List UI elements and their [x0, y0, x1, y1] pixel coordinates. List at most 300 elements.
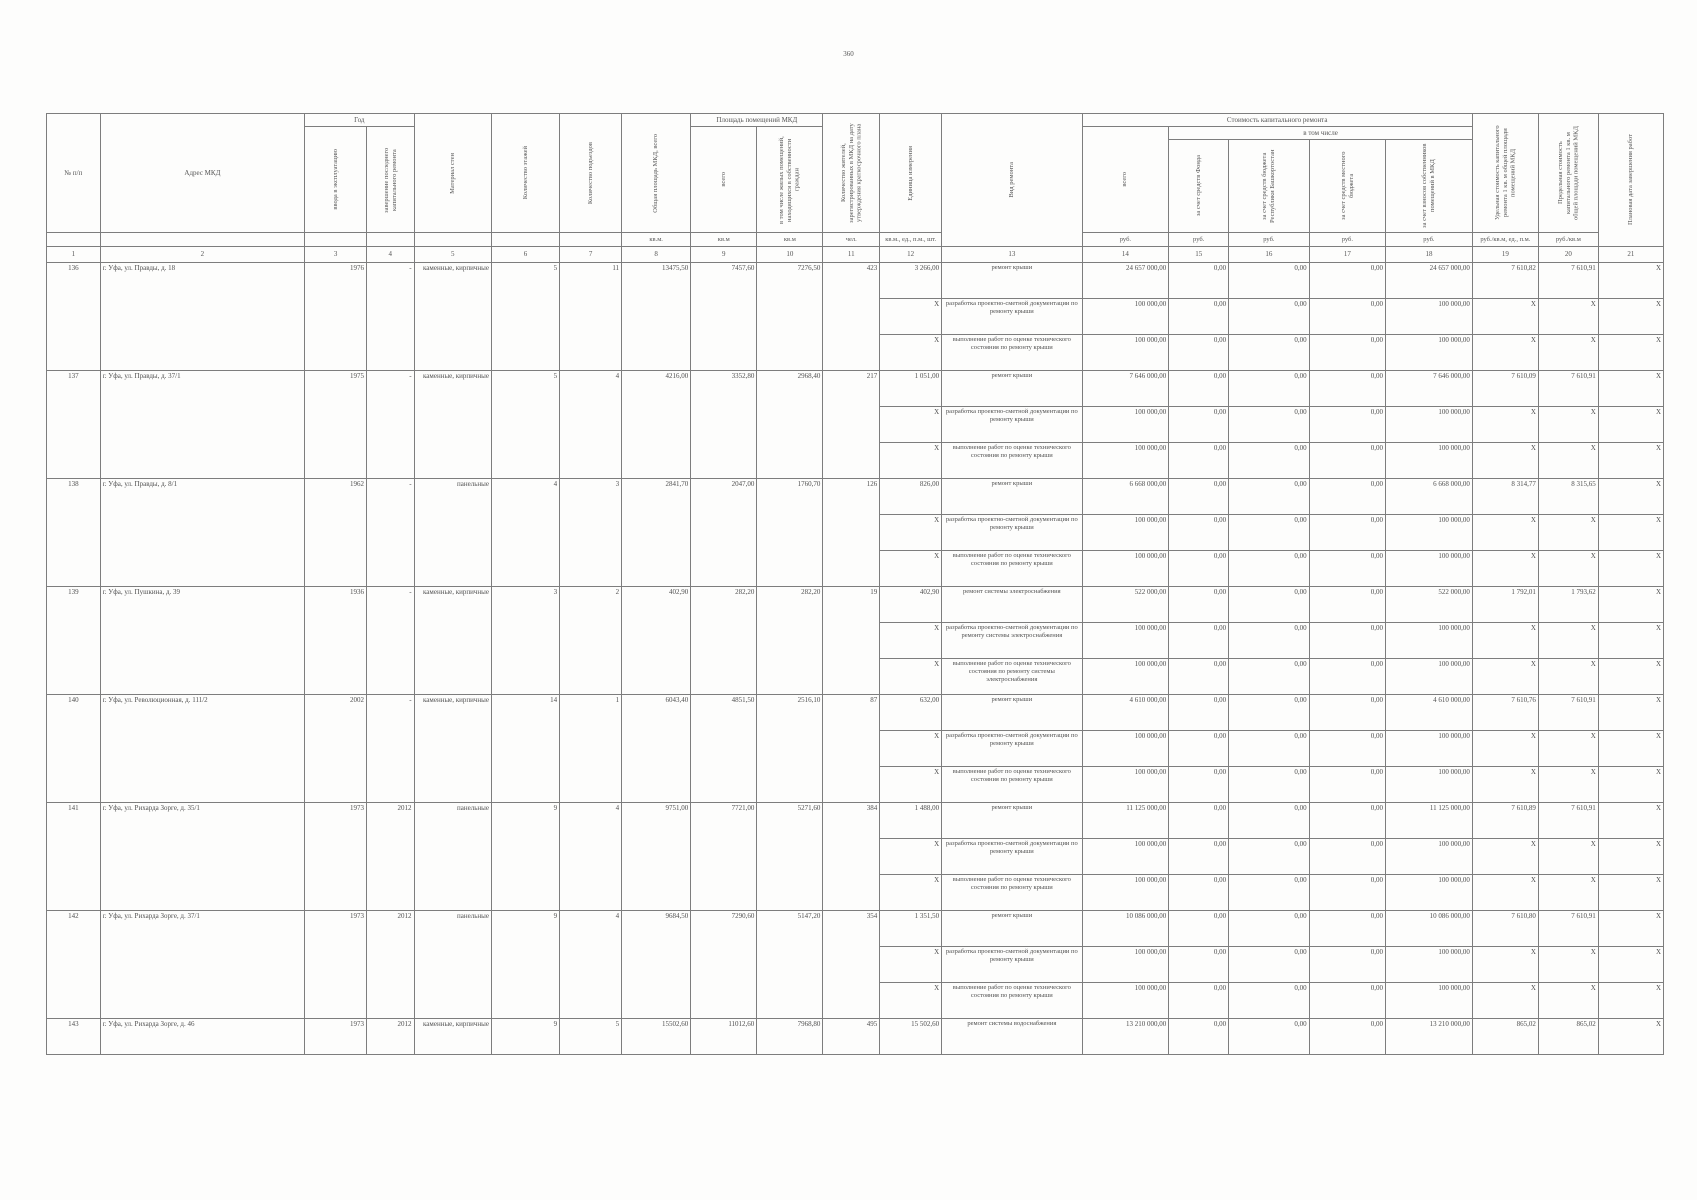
cost-fund: 0,00 — [1169, 875, 1229, 911]
total-area: 9751,00 — [622, 803, 691, 911]
cost-fund: 0,00 — [1169, 659, 1229, 695]
year-repair: 2012 — [367, 1019, 415, 1055]
cost-total: 100 000,00 — [1082, 551, 1169, 587]
cost-budget-rb: 0,00 — [1229, 371, 1310, 407]
area-all: 7457,60 — [691, 263, 757, 371]
entrances-count: 4 — [560, 911, 622, 1019]
cost-local: 0,00 — [1309, 839, 1385, 875]
unit-cost: X — [1472, 767, 1538, 803]
entrances-count: 5 — [560, 1019, 622, 1055]
cost-budget-rb: 0,00 — [1229, 515, 1310, 551]
repair-plan-table — [46, 113, 1664, 1055]
cost-fund: 0,00 — [1169, 767, 1229, 803]
cost-local: 0,00 — [1309, 659, 1385, 695]
cost-total: 100 000,00 — [1082, 515, 1169, 551]
planned-date: X — [1598, 659, 1663, 695]
header-cost-local: за счет средств местного бюджета — [1309, 140, 1385, 233]
floors-count: 9 — [491, 1019, 559, 1055]
unit-cost: X — [1472, 443, 1538, 479]
column-number: 17 — [1309, 247, 1385, 263]
cost-owners: 100 000,00 — [1386, 731, 1473, 767]
work-type: ремонт крыши — [942, 479, 1082, 515]
cost-owners: 100 000,00 — [1386, 947, 1473, 983]
work-unit-amount: X — [880, 443, 942, 479]
unit-cost: X — [1472, 515, 1538, 551]
planned-date: X — [1598, 551, 1663, 587]
entrances-count: 3 — [560, 479, 622, 587]
unit-cell — [560, 233, 622, 247]
cost-budget-rb: 0,00 — [1229, 947, 1310, 983]
unit-cost: 7 610,89 — [1472, 803, 1538, 839]
cost-fund: 0,00 — [1169, 839, 1229, 875]
unit-rub-kvm: руб./кв.м — [1538, 233, 1598, 247]
cost-owners: 4 610 000,00 — [1386, 695, 1473, 731]
cost-fund: 0,00 — [1169, 587, 1229, 623]
work-unit-amount: X — [880, 659, 942, 695]
area-all: 2047,00 — [691, 479, 757, 587]
cost-owners: 10 086 000,00 — [1386, 911, 1473, 947]
cost-owners: 100 000,00 — [1386, 623, 1473, 659]
year-repair: - — [367, 371, 415, 479]
cost-fund: 0,00 — [1169, 515, 1229, 551]
year-built: 1936 — [305, 587, 367, 695]
wall-material: панельные — [414, 479, 491, 587]
unit-cost: X — [1472, 983, 1538, 1019]
table-row-building — [47, 911, 1664, 947]
cost-owners: 100 000,00 — [1386, 767, 1473, 803]
cost-owners: 100 000,00 — [1386, 407, 1473, 443]
planned-date: X — [1598, 767, 1663, 803]
cost-local: 0,00 — [1309, 1019, 1385, 1055]
header-residents: Количество жителей, зарегистрированных в МКД на дату утверждения краткосрочного плана — [823, 114, 880, 233]
work-type: ремонт системы электроснабжения — [942, 587, 1082, 623]
cost-local: 0,00 — [1309, 479, 1385, 515]
unit-cost: X — [1472, 335, 1538, 371]
cost-total: 100 000,00 — [1082, 623, 1169, 659]
unit-mix: кв.м., ед., п.м., шт. — [880, 233, 942, 247]
row-number: 136 — [47, 263, 101, 371]
limit-cost: X — [1538, 983, 1598, 1019]
work-type: ремонт крыши — [942, 263, 1082, 299]
wall-material: каменные, кирпичные — [414, 1019, 491, 1055]
building-address: г. Уфа, ул. Революционная, д. 111/2 — [100, 695, 304, 803]
unit-cost: X — [1472, 947, 1538, 983]
cost-local: 0,00 — [1309, 695, 1385, 731]
cost-local: 0,00 — [1309, 299, 1385, 335]
unit-cell — [414, 233, 491, 247]
floors-count: 4 — [491, 479, 559, 587]
work-type: выполнение работ по оценке технического состояния по ремонту системы электроснабжения — [942, 659, 1082, 695]
cost-owners: 100 000,00 — [1386, 983, 1473, 1019]
cost-fund: 0,00 — [1169, 443, 1229, 479]
work-unit-amount: X — [880, 983, 942, 1019]
unit-cost: X — [1472, 659, 1538, 695]
table-row-building — [47, 479, 1664, 515]
unit-rub-unit: руб./кв.м, ед., п.м. — [1472, 233, 1538, 247]
row-number: 141 — [47, 803, 101, 911]
cost-owners: 100 000,00 — [1386, 443, 1473, 479]
cost-local: 0,00 — [1309, 767, 1385, 803]
unit-cell — [491, 233, 559, 247]
work-type: разработка проектно-сметной документации по ремонту системы электроснабжения — [942, 623, 1082, 659]
column-number: 1 — [47, 247, 101, 263]
cost-owners: 11 125 000,00 — [1386, 803, 1473, 839]
cost-owners: 100 000,00 — [1386, 875, 1473, 911]
cost-local: 0,00 — [1309, 587, 1385, 623]
cost-fund: 0,00 — [1169, 623, 1229, 659]
cost-fund: 0,00 — [1169, 299, 1229, 335]
cost-total: 7 646 000,00 — [1082, 371, 1169, 407]
header-planned-date: Плановая дата завершения работ — [1598, 114, 1663, 247]
header-limit-cost: Предельная стоимость капитального ремонта 1 кв. м общей площади помещений МКД — [1538, 114, 1598, 233]
work-type: ремонт крыши — [942, 695, 1082, 731]
column-number: 6 — [491, 247, 559, 263]
floors-count: 14 — [491, 695, 559, 803]
cost-fund: 0,00 — [1169, 911, 1229, 947]
work-type: выполнение работ по оценке технического состояния по ремонту крыши — [942, 983, 1082, 1019]
limit-cost: X — [1538, 767, 1598, 803]
unit-cell — [100, 233, 304, 247]
column-number: 21 — [1598, 247, 1663, 263]
total-area: 6043,40 — [622, 695, 691, 803]
cost-total: 13 210 000,00 — [1082, 1019, 1169, 1055]
cost-owners: 6 668 000,00 — [1386, 479, 1473, 515]
header-num: № п/п — [47, 114, 101, 233]
table-row-building — [47, 587, 1664, 623]
area-all: 7290,60 — [691, 911, 757, 1019]
limit-cost: X — [1538, 407, 1598, 443]
column-number: 14 — [1082, 247, 1169, 263]
column-number: 19 — [1472, 247, 1538, 263]
cost-fund: 0,00 — [1169, 551, 1229, 587]
work-type: ремонт крыши — [942, 911, 1082, 947]
limit-cost: 865,02 — [1538, 1019, 1598, 1055]
column-number: 2 — [100, 247, 304, 263]
wall-material: каменные, кирпичные — [414, 263, 491, 371]
limit-cost: X — [1538, 839, 1598, 875]
cost-local: 0,00 — [1309, 875, 1385, 911]
unit-cost: X — [1472, 407, 1538, 443]
cost-fund: 0,00 — [1169, 947, 1229, 983]
total-area: 13475,50 — [622, 263, 691, 371]
work-type: ремонт крыши — [942, 803, 1082, 839]
total-area: 402,90 — [622, 587, 691, 695]
header-area-res: в том числе жилых помещений, находящихся в собственности граждан — [757, 127, 823, 233]
year-repair: 2012 — [367, 803, 415, 911]
cost-budget-rb: 0,00 — [1229, 551, 1310, 587]
header-unit: Единица измерения — [880, 114, 942, 233]
cost-owners: 100 000,00 — [1386, 335, 1473, 371]
header-entrances: Количество подъездов — [560, 114, 622, 233]
year-repair: - — [367, 479, 415, 587]
row-number: 142 — [47, 911, 101, 1019]
unit-cell — [47, 233, 101, 247]
building-address: г. Уфа, ул. Правды, д. 18 — [100, 263, 304, 371]
unit-cost: X — [1472, 875, 1538, 911]
residents-count: 495 — [823, 1019, 880, 1055]
column-number: 15 — [1169, 247, 1229, 263]
cost-local: 0,00 — [1309, 947, 1385, 983]
limit-cost: X — [1538, 875, 1598, 911]
planned-date: X — [1598, 875, 1663, 911]
unit-kvm3: кв.м — [757, 233, 823, 247]
column-number: 7 — [560, 247, 622, 263]
limit-cost: 7 610,91 — [1538, 911, 1598, 947]
column-number: 18 — [1386, 247, 1473, 263]
cost-total: 100 000,00 — [1082, 443, 1169, 479]
header-total-area: Общая площадь МКД, всего — [622, 114, 691, 233]
work-unit-amount: 1 051,00 — [880, 371, 942, 407]
planned-date: X — [1598, 371, 1663, 407]
cost-fund: 0,00 — [1169, 731, 1229, 767]
work-unit-amount: 3 266,00 — [880, 263, 942, 299]
cost-budget-rb: 0,00 — [1229, 443, 1310, 479]
entrances-count: 4 — [560, 803, 622, 911]
unit-cost: X — [1472, 551, 1538, 587]
year-built: 1976 — [305, 263, 367, 371]
unit-rub: руб. — [1229, 233, 1310, 247]
wall-material: каменные, кирпичные — [414, 371, 491, 479]
entrances-count: 11 — [560, 263, 622, 371]
building-address: г. Уфа, ул. Пушкина, д. 39 — [100, 587, 304, 695]
unit-cost: X — [1472, 731, 1538, 767]
table-row-building — [47, 1019, 1664, 1055]
planned-date: X — [1598, 947, 1663, 983]
cost-total: 100 000,00 — [1082, 839, 1169, 875]
page-number: 360 — [843, 50, 854, 58]
cost-local: 0,00 — [1309, 623, 1385, 659]
work-unit-amount: X — [880, 407, 942, 443]
total-area: 9684,50 — [622, 911, 691, 1019]
area-residential: 2968,40 — [757, 371, 823, 479]
cost-budget-rb: 0,00 — [1229, 731, 1310, 767]
cost-owners: 13 210 000,00 — [1386, 1019, 1473, 1055]
year-built: 1973 — [305, 911, 367, 1019]
cost-local: 0,00 — [1309, 443, 1385, 479]
planned-date: X — [1598, 731, 1663, 767]
entrances-count: 1 — [560, 695, 622, 803]
cost-owners: 100 000,00 — [1386, 839, 1473, 875]
unit-rub: руб. — [1309, 233, 1385, 247]
area-residential: 1760,70 — [757, 479, 823, 587]
cost-budget-rb: 0,00 — [1229, 335, 1310, 371]
work-unit-amount: 1 351,50 — [880, 911, 942, 947]
limit-cost: 7 610,91 — [1538, 695, 1598, 731]
work-unit-amount: X — [880, 515, 942, 551]
header-cost-group: Стоимость капитального ремонта — [1082, 114, 1472, 127]
cost-local: 0,00 — [1309, 407, 1385, 443]
cost-owners: 100 000,00 — [1386, 299, 1473, 335]
cost-budget-rb: 0,00 — [1229, 875, 1310, 911]
cost-local: 0,00 — [1309, 263, 1385, 299]
cost-budget-rb: 0,00 — [1229, 299, 1310, 335]
cost-owners: 100 000,00 — [1386, 659, 1473, 695]
residents-count: 217 — [823, 371, 880, 479]
planned-date: X — [1598, 515, 1663, 551]
cost-fund: 0,00 — [1169, 407, 1229, 443]
work-type: выполнение работ по оценке технического состояния по ремонту крыши — [942, 875, 1082, 911]
planned-date: X — [1598, 335, 1663, 371]
unit-cost: 865,02 — [1472, 1019, 1538, 1055]
table-row-building — [47, 263, 1664, 299]
cost-total: 100 000,00 — [1082, 659, 1169, 695]
wall-material: каменные, кирпичные — [414, 695, 491, 803]
work-unit-amount: X — [880, 767, 942, 803]
cost-budget-rb: 0,00 — [1229, 479, 1310, 515]
row-number: 143 — [47, 1019, 101, 1055]
cost-total: 100 000,00 — [1082, 875, 1169, 911]
unit-cost: 1 792,01 — [1472, 587, 1538, 623]
floors-count: 5 — [491, 263, 559, 371]
column-number: 9 — [691, 247, 757, 263]
column-number: 4 — [367, 247, 415, 263]
table-row-building — [47, 803, 1664, 839]
limit-cost: 7 610,91 — [1538, 263, 1598, 299]
column-number: 20 — [1538, 247, 1598, 263]
limit-cost: X — [1538, 551, 1598, 587]
floors-count: 9 — [491, 911, 559, 1019]
header-cost-rb: за счет средств бюджета Республики Башкортостан — [1229, 140, 1310, 233]
entrances-count: 4 — [560, 371, 622, 479]
planned-date: X — [1598, 839, 1663, 875]
work-unit-amount: X — [880, 335, 942, 371]
cost-local: 0,00 — [1309, 335, 1385, 371]
cost-budget-rb: 0,00 — [1229, 839, 1310, 875]
year-built: 1975 — [305, 371, 367, 479]
cost-total: 4 610 000,00 — [1082, 695, 1169, 731]
unit-cell — [305, 233, 367, 247]
cost-owners: 24 657 000,00 — [1386, 263, 1473, 299]
cost-budget-rb: 0,00 — [1229, 263, 1310, 299]
work-type: разработка проектно-сметной документации по ремонту крыши — [942, 839, 1082, 875]
planned-date: X — [1598, 479, 1663, 515]
cost-total: 100 000,00 — [1082, 407, 1169, 443]
entrances-count: 2 — [560, 587, 622, 695]
area-residential: 282,20 — [757, 587, 823, 695]
cost-fund: 0,00 — [1169, 263, 1229, 299]
cost-total: 522 000,00 — [1082, 587, 1169, 623]
header-floors: Количество этажей — [491, 114, 559, 233]
cost-budget-rb: 0,00 — [1229, 911, 1310, 947]
area-all: 4851,50 — [691, 695, 757, 803]
planned-date: X — [1598, 443, 1663, 479]
header-address: Адрес МКД — [100, 114, 304, 233]
cost-budget-rb: 0,00 — [1229, 803, 1310, 839]
unit-cost: 7 610,82 — [1472, 263, 1538, 299]
unit-cost: 8 314,77 — [1472, 479, 1538, 515]
residents-count: 423 — [823, 263, 880, 371]
area-all: 11012,60 — [691, 1019, 757, 1055]
cost-budget-rb: 0,00 — [1229, 983, 1310, 1019]
limit-cost: X — [1538, 731, 1598, 767]
area-residential: 7968,80 — [757, 1019, 823, 1055]
work-unit-amount: X — [880, 947, 942, 983]
cost-owners: 7 646 000,00 — [1386, 371, 1473, 407]
residents-count: 354 — [823, 911, 880, 1019]
year-repair: - — [367, 695, 415, 803]
cost-total: 100 000,00 — [1082, 731, 1169, 767]
unit-rub: руб. — [1169, 233, 1229, 247]
cost-total: 100 000,00 — [1082, 335, 1169, 371]
work-unit-amount: 15 502,60 — [880, 1019, 942, 1055]
row-number: 138 — [47, 479, 101, 587]
planned-date: X — [1598, 587, 1663, 623]
area-residential: 2516,10 — [757, 695, 823, 803]
wall-material: панельные — [414, 911, 491, 1019]
building-address: г. Уфа, ул. Рихарда Зорге, д. 37/1 — [100, 911, 304, 1019]
work-type: разработка проектно-сметной документации по ремонту крыши — [942, 515, 1082, 551]
header-year-built: ввода в эксплуатацию — [305, 127, 367, 233]
cost-local: 0,00 — [1309, 983, 1385, 1019]
total-area: 15502,60 — [622, 1019, 691, 1055]
work-unit-amount: 402,90 — [880, 587, 942, 623]
limit-cost: X — [1538, 299, 1598, 335]
unit-chel: чел. — [823, 233, 880, 247]
area-all: 282,20 — [691, 587, 757, 695]
residents-count: 384 — [823, 803, 880, 911]
unit-cost: 7 610,80 — [1472, 911, 1538, 947]
cost-total: 24 657 000,00 — [1082, 263, 1169, 299]
column-number: 8 — [622, 247, 691, 263]
column-number: 10 — [757, 247, 823, 263]
limit-cost: 7 610,91 — [1538, 803, 1598, 839]
unit-kvm2: кв.м — [691, 233, 757, 247]
planned-date: X — [1598, 695, 1663, 731]
planned-date: X — [1598, 911, 1663, 947]
limit-cost: X — [1538, 335, 1598, 371]
work-type: выполнение работ по оценке технического состояния по ремонту крыши — [942, 551, 1082, 587]
cost-budget-rb: 0,00 — [1229, 767, 1310, 803]
cost-fund: 0,00 — [1169, 1019, 1229, 1055]
column-number: 3 — [305, 247, 367, 263]
work-type: разработка проектно-сметной документации по ремонту крыши — [942, 947, 1082, 983]
cost-total: 100 000,00 — [1082, 767, 1169, 803]
limit-cost: X — [1538, 659, 1598, 695]
planned-date: X — [1598, 407, 1663, 443]
cost-fund: 0,00 — [1169, 803, 1229, 839]
cost-total: 10 086 000,00 — [1082, 911, 1169, 947]
limit-cost: 7 610,91 — [1538, 371, 1598, 407]
header-cost-owners: за счет взносов собственников помещений в МКД — [1386, 140, 1473, 233]
work-type: разработка проектно-сметной документации по ремонту крыши — [942, 299, 1082, 335]
work-type: выполнение работ по оценке технического состояния по ремонту крыши — [942, 767, 1082, 803]
building-address: г. Уфа, ул. Рихарда Зорге, д. 35/1 — [100, 803, 304, 911]
total-area: 4216,00 — [622, 371, 691, 479]
floors-count: 5 — [491, 371, 559, 479]
column-number: 13 — [942, 247, 1082, 263]
residents-count: 87 — [823, 695, 880, 803]
cost-local: 0,00 — [1309, 731, 1385, 767]
unit-cost: X — [1472, 623, 1538, 659]
wall-material: каменные, кирпичные — [414, 587, 491, 695]
column-number: 11 — [823, 247, 880, 263]
limit-cost: X — [1538, 623, 1598, 659]
cost-local: 0,00 — [1309, 515, 1385, 551]
floors-count: 9 — [491, 803, 559, 911]
planned-date: X — [1598, 803, 1663, 839]
header-incl: в том числе — [1169, 127, 1473, 140]
header-walls: Материал стен — [414, 114, 491, 233]
area-residential: 5147,20 — [757, 911, 823, 1019]
cost-fund: 0,00 — [1169, 983, 1229, 1019]
area-all: 7721,00 — [691, 803, 757, 911]
building-address: г. Уфа, ул. Правды, д. 8/1 — [100, 479, 304, 587]
planned-date: X — [1598, 623, 1663, 659]
planned-date: X — [1598, 263, 1663, 299]
year-built: 2002 — [305, 695, 367, 803]
header-year-repair: завершение последнего капитального ремонта — [367, 127, 415, 233]
unit-cost: 7 610,76 — [1472, 695, 1538, 731]
